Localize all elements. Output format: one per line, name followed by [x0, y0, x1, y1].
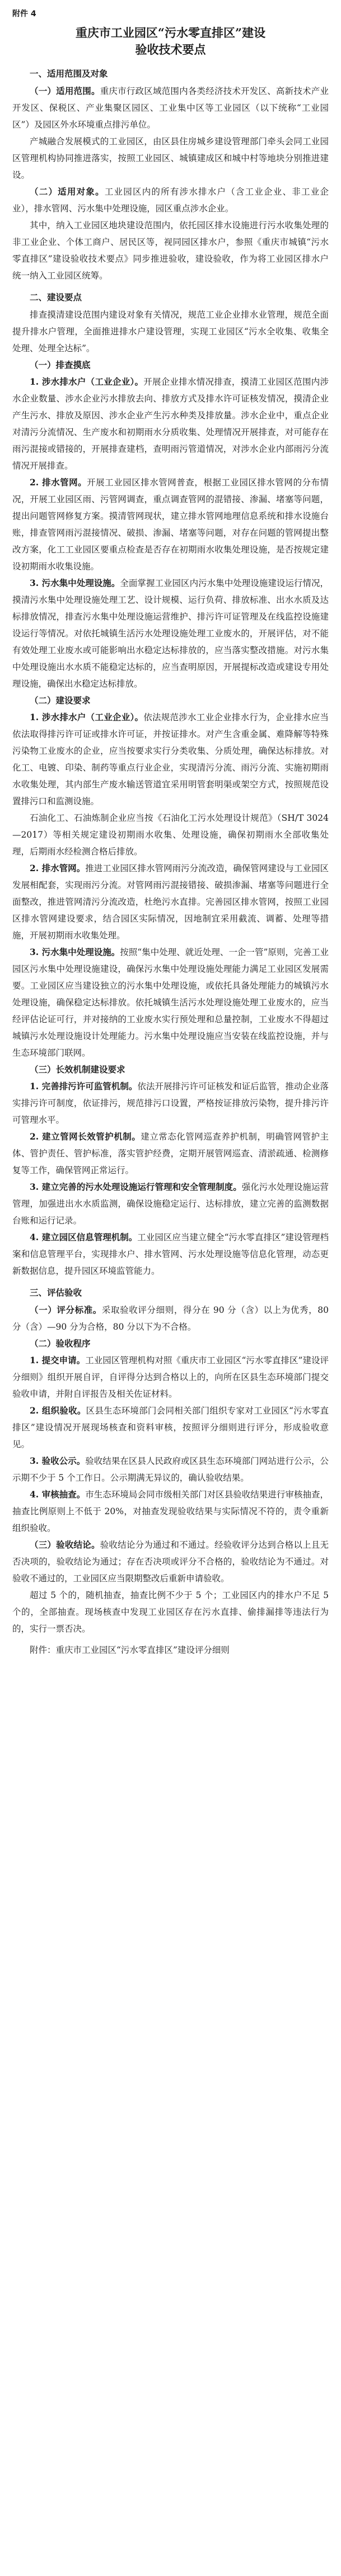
- s3-p1-text: 采取验收评分细则，得分在 90 分（含）以上为优秀，80 分（含）—90 分为合格，80 分以下为不合格。: [12, 1305, 329, 1332]
- s1-paragraph-3: [12, 183, 329, 217]
- s2-b1: [12, 709, 329, 810]
- s2-c1: [12, 1078, 329, 1128]
- s2-b1-lead: 1. 涉水排水户（工业企业）。: [30, 712, 144, 722]
- s2-c3-text: 强化污水处理设施运营管理，加强进出水水质监测，确保设施稳定运行、达标排放，建立完善的监测数据台账和运行记录。: [12, 1182, 329, 1226]
- s2-a1-text: 开展企业排水情况排查，摸清工业园区范围内涉水企业数量、涉水企业污水排放去向、排放方式及排水许可证核发情况，摸清企业产生污水、排放及原因、涉水企业产生污水种类及排放量。涉水企业中，重点企业对清污分流情况、生产废水和初期雨水分质收集、处理情况开展排查，对可能存在雨污混接或错接的，开展排查建档，查明雨污管道情况，对涉水企业内部雨污分流情况开展排查。: [12, 377, 329, 471]
- s2-c2: [12, 1128, 329, 1179]
- s3-p7-text: 验收结论分为通过和不通过。经验收评分达到合格以上且无否决项的，验收结论为通过；存在否决项或评分不合格的，验收结论为不通过。对验收不通过的，工业园区应当限期整改后重新申请验收。: [12, 1540, 329, 1584]
- s2-a3: [12, 575, 329, 692]
- s1-p3-lead: （二）适用对象。: [30, 186, 105, 197]
- s3-p4-lead: 2. 组织验收。: [30, 1405, 86, 1416]
- s2-c2-lead: 2. 建立管网长效管护机制。: [30, 1131, 141, 1142]
- s2-b3-text: 按照“集中处理、就近处理、一企一管”原则，完善工业园区污水集中处理设施建设，确保污水集中处理设施处理能力满足工业园区发展需要。工业园区应当建设独立的污水集中处理设施，或依托具备处理能力的城镇污水处理设施，确保稳定达标排放。依托城镇生活污水处理设施处理工业废水的，应当经评估论证可行，并对接纳的工业废水实行预处理和总量控制，工业废水不得超过城镇污水处理设施设计处理能力。污水集中处理设施应当安装在线监控设施，并与生态环境部门联网。: [12, 947, 329, 1058]
- s3-p5-lead: 3. 验收公示。: [30, 1455, 86, 1466]
- s3-p3-text: 工业园区管理机构对照《重庆市工业园区“污水零直排区”建设评分细则》组织开展自评，自评得分达到合格以上的，向所在区县生态环境部门提交验收申请，并附自评报告及相关佐证材料。: [12, 1355, 329, 1399]
- s2-c3-lead: 3. 建立完善的污水处理设施运行管理和安全管理制度。: [30, 1181, 242, 1192]
- s1-p1-lead: （一）适用范围。: [30, 86, 100, 96]
- s2-b3-lead: 3. 污水集中处理设施。: [30, 947, 120, 957]
- s3-p6-lead: 4. 审核抽查。: [30, 1489, 86, 1500]
- s2-a2: [12, 474, 329, 575]
- s1-paragraph-2: 产城融合发展模式的工业园区，由区县住房城乡建设管理部门牵头会同工业园区管理机构协同推进落实，按照工业园区、城镇建成区和城中村等地块分别推进建设。: [12, 136, 329, 180]
- s2-a1: [12, 374, 329, 474]
- s3-p6-text: 市生态环境局会同市级相关部门对区县验收结果进行审核抽查，抽查比例原则上不低于 20%，对抽查发现验收结果与实际情况不符的，责令重新组织验收。: [12, 1490, 329, 1533]
- s1-p1-text: 重庆市行政区域范围内各类经济技术开发区、高新技术产业开发区、保税区、产业集聚区园区、工业集中区等工业园区（以下统称“工业园区”）及园区外水环境重点排污单位。: [12, 86, 329, 130]
- section-3-heading: 三、评估验收: [30, 1288, 82, 1298]
- s3-p7-lead: （三）验收结论。: [30, 1539, 100, 1550]
- s2-a3-lead: 3. 污水集中处理设施。: [30, 578, 120, 588]
- attachment-footer-note: 附件：重庆市工业园区“污水零直排区”建设评分细则: [30, 1645, 230, 1655]
- section-2-heading: 二、建设要点: [30, 292, 82, 302]
- s2-b2-lead: 2. 排水管网。: [30, 863, 86, 873]
- s3-p3: [12, 1352, 329, 1402]
- s2-c4-lead: 4. 建立园区信息管理机制。: [30, 1232, 138, 1242]
- s2-b1-text: 依法规范涉水工业企业排水行为，企业排水应当依法取得排污许可证或排水许可证，并按证排水。对产生含重金属、难降解等特殊污染物工业废水的企业，应当按要求实行分类收集、分质处理，确保达标排放。对化工、电镀、印染、制药等重点行业企业，实现清污分流、雨污分流、实施初期雨水收集处理，其内部生产废水输送管道宜采用明管套明渠或架空方式，按照规范设置排污口和监测设施。: [12, 712, 329, 806]
- s2-a2-text: 开展工业园区排水管网普查，根据工业园区排水管网的分布情况，开展工业园区雨、污管网调查，重点调查管网的混错接、渗漏、堵塞等问题，提出问题管网修复方案。摸清管网现状，建立排水管网地理信息系统和排水设施台账，排查管网雨污混接情况、破损、渗漏、堵塞等问题，对存在问题的管网提出整改方案，化工工业园区要重点检查是否存在初期雨水收集处理设施，是否按规定建设初期雨水收集设施。: [12, 478, 329, 571]
- s2-b2-text: 推进工业园区排水管网雨污分流改造，确保管网建设与工业园区发展相配套，实现雨污分流。对管网雨污混接错接、破损渗漏、堵塞等问题进行全面整改，推进管网清污分流改造，杜绝污水直排。完善园区排水管网，按照工业园区排水管网建设要求，结合园区实际情况，因地制宜采用截流、调蓄、处理等措施，开展初期雨水收集处理。: [12, 863, 329, 940]
- s2-a2-lead: 2. 排水管网。: [30, 477, 87, 488]
- s2-c1-text: 依法开展排污许可证核发和证后监管，推动企业落实排污许可制度，依证排污，规范排污口设置，严格按证排放污染物，提升排污许可管理水平。: [12, 1081, 329, 1125]
- attachment-label: 附件 4: [12, 10, 36, 18]
- s3-p8: 超过 5 个的，随机抽查，抽查比例不少于 5 个；工业园区内的排水户不足 5 个的，全部抽查。现场核查中发现工业园区存在污水直排、偷排漏排等违法行为的，实行一票否决。: [12, 1590, 329, 1634]
- s2-a1-lead: 1. 涉水排水户（工业企业）。: [30, 376, 144, 387]
- s2-b3: [12, 944, 329, 1061]
- title-line-1: 重庆市工业园区“污水零直排区”建设: [75, 26, 266, 40]
- s3-p2-heading: （二）验收程序: [30, 1338, 91, 1349]
- s2-c2-text: 建立常态化管网巡查养护机制，明确管网管护主体、管护责任、管护标准，落实管护经费，定期开展管网巡查、清淤疏通、检测修复等工作，确保管网正常运行。: [12, 1132, 329, 1175]
- s2-c3: [12, 1179, 329, 1229]
- s3-p1: [12, 1302, 329, 1335]
- s2-c4: [12, 1229, 329, 1279]
- s3-p6: [12, 1486, 329, 1537]
- s1-p3-text: 工业园区内的所有涉水排水户（含工业企业、非工业企业），排水管网、污水集中处理设施，园区重点涉水企业。: [12, 187, 329, 214]
- s3-p7: [12, 1537, 329, 1587]
- document-title: [12, 25, 329, 58]
- s3-p3-lead: 1. 提交申请。: [30, 1355, 86, 1365]
- s1-paragraph-1: [12, 83, 329, 133]
- s2-b2: [12, 860, 329, 944]
- s2-c4-text: 工业园区应当建立健全“污水零直排区”建设管理档案和信息管理平台，实现排水户、排水管网、污水处理设施等信息化管理，动态更新数据信息，提升园区环境监管能力。: [12, 1232, 329, 1276]
- s3-p1-lead: （一）评分标准。: [30, 1304, 102, 1315]
- s2-sub-a-heading: （一）排查摸底: [30, 360, 91, 370]
- s3-p5: [12, 1453, 329, 1486]
- s2-b1b: 石油化工、石油炼制企业应当按《石油化工污水处理设计规范》（SH/T 3024—2017）等相关规定建设初期雨水收集、处理设施，确保初期雨水全部收集处理，后期雨水经检测合格后排放。: [12, 813, 329, 857]
- s2-sub-c-heading: （三）长效机制建设要求: [30, 1064, 125, 1075]
- s3-p5-text: 验收结果在区县人民政府或区县生态环境部门网站进行公示，公示期不少于 5 个工作日。公示期满无异议的，确认验收结果。: [12, 1456, 329, 1483]
- s2-intro: 排查摸清建设范围内建设对象有关情况，规范工业企业排水业管理，规范全面提升排水户管理，全面推进排水户建设管理，实现工业园区“污水全收集、收集全处理、处理全达标”。: [12, 310, 329, 353]
- section-1-heading: 一、适用范围及对象: [30, 69, 108, 79]
- s2-sub-b-heading: （二）建设要求: [30, 695, 91, 706]
- title-line-2: 验收技术要点: [135, 42, 206, 56]
- s3-p4: [12, 1402, 329, 1453]
- s1-paragraph-4: 其中，纳入工业园区地块建设范围内，依托园区排水设施进行污水收集处理的非工业企业、个体工商户、居民区等，视同园区排水户，参照《重庆市城镇“污水零直排区”建设验收技术要点》同步推进验收，建设验收，作为将工业园区排水户统一纳入工业园区统筹。: [12, 220, 329, 281]
- s2-c1-lead: 1. 完善排污许可监管机制。: [30, 1081, 138, 1091]
- s2-a3-text: 全面掌握工业园区内污水集中处理设施建设运行情况，摸清污水集中处理设施处理工艺、设计规模、运行负荷、排放标准、出水水质及达标排放情况，排查污水集中处理设施运营维护、排污许可证管理及在线监控设施建设运行等情况。对依托城镇生活污水处理设施处理工业废水的，开展评估，对不能有效处理工业废水或可能影响出水稳定达标排放的，应当落实整改措施。对污水集中处理设施出水水质不能稳定达标的，应当查明原因，开展提标改造或建设专用处理设施，确保出水稳定达标排放。: [12, 578, 329, 689]
- s3-p4-text: 区县生态环境部门会同相关部门组织专家对工业园区“污水零直排区”建设情况开展现场核查和资料审核，按照评分细则进行评分，形成验收意见。: [12, 1406, 329, 1449]
